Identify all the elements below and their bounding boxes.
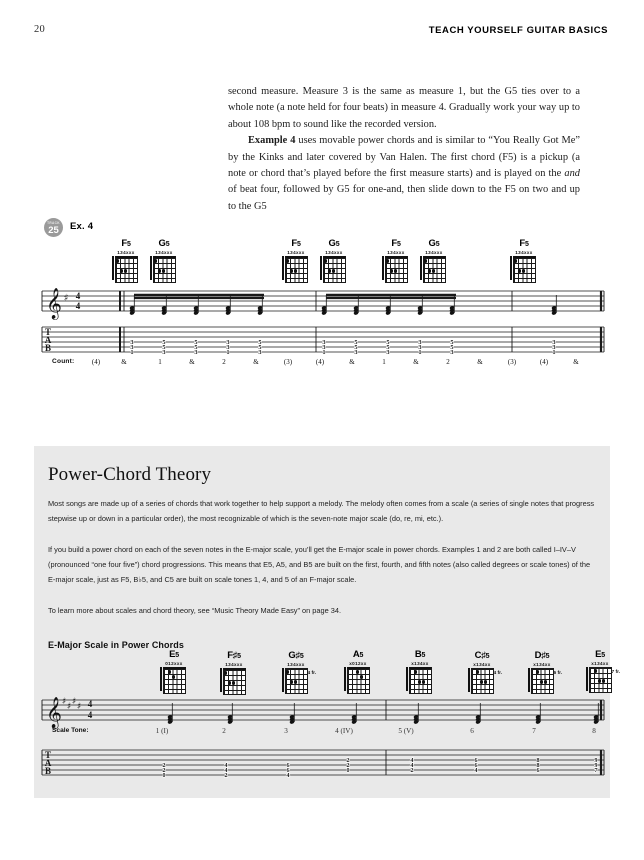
chord-fret-grid	[153, 256, 176, 283]
scale-tone-value: 3	[284, 727, 288, 735]
panel-title: Power-Chord Theory	[48, 464, 212, 485]
scale-tone-value: 5 (V)	[398, 727, 414, 735]
chord-finger-dot	[544, 680, 548, 684]
chord-fret-grid	[163, 667, 186, 694]
chord-finger-dot	[332, 269, 336, 273]
count-row	[34, 358, 610, 372]
scale-tone-value: 4 (IV)	[335, 727, 353, 735]
svg-text:3: 3	[226, 344, 230, 352]
svg-text:2: 2	[346, 757, 350, 765]
chord-fingering: 134xxx	[515, 250, 533, 255]
chord-diagram	[141, 239, 187, 288]
svg-text:1: 1	[322, 349, 326, 357]
chord-finger-dot	[286, 259, 290, 263]
paragraph-2-tail: of beat four, followed by G5 for one-and, then slide down to the F5 on two and up to the G5	[228, 184, 580, 212]
scale-chord-diagram-row	[34, 649, 621, 700]
svg-text:4: 4	[87, 710, 93, 720]
track-word: TRACK	[47, 221, 60, 225]
svg-text:4: 4	[87, 699, 93, 709]
chord-diagram	[211, 650, 257, 700]
example-4-block	[34, 215, 610, 380]
svg-text:4: 4	[224, 767, 228, 775]
chord-finger-dot	[514, 259, 518, 263]
count-beat: (3)	[283, 358, 293, 366]
chord-finger-dot	[294, 680, 298, 684]
chord-fingering: 134xxx	[155, 250, 173, 255]
count-beat: 1	[382, 358, 386, 366]
chord-name: F5	[391, 238, 401, 249]
chord-grid-wrap	[513, 256, 536, 288]
svg-text:♯: ♯	[71, 697, 77, 707]
svg-text:9: 9	[594, 757, 598, 765]
chord-fret-position: 4 fr.	[307, 671, 317, 676]
panel-paragraph-1: Most songs are made up of a series of chords that work together to help support a melody. The melody often comes from a scale (a series of single notes that progress stepwise up or down in a particular order), the most recognizable of which is the seven-note major scale (do, re, mi, etc.).	[48, 499, 595, 523]
chord-diagram	[151, 650, 197, 699]
chord-name: G5	[428, 238, 440, 249]
chord-diagram	[273, 650, 319, 699]
svg-text:4: 4	[474, 767, 478, 775]
chord-finger-dot	[428, 269, 432, 273]
chord-fingering: 134xxx	[387, 250, 405, 255]
chord-finger-dot	[476, 670, 480, 674]
chord-name: F♯5	[227, 650, 241, 661]
scale-tone-value: 7	[532, 727, 536, 735]
chord-fingering: 134xxx	[287, 662, 305, 667]
svg-text:1: 1	[226, 349, 230, 357]
svg-text:3: 3	[386, 349, 390, 357]
svg-text:A: A	[44, 758, 52, 768]
chord-fret-position: 4 fr.	[493, 671, 503, 676]
chord-fret-grid	[285, 668, 308, 694]
chord-fingering: 012xxx	[165, 661, 183, 666]
chord-finger-dot	[162, 269, 166, 273]
chord-fret-grid	[115, 256, 138, 283]
example-label: Ex. 4	[70, 221, 94, 232]
scale-section-title: E-Major Scale in Power Chords	[48, 640, 184, 650]
chord-fingering: 134xxx	[325, 250, 343, 255]
svg-text:8: 8	[536, 762, 540, 770]
chord-fingering: x134xx	[473, 662, 491, 667]
svg-text:5: 5	[386, 339, 390, 347]
svg-text:0: 0	[162, 772, 166, 780]
svg-text:5: 5	[162, 339, 166, 347]
chord-diagram	[519, 650, 565, 699]
chord-fret-grid	[385, 256, 408, 283]
chord-finger-dot	[480, 680, 484, 684]
count-beat: &	[253, 358, 259, 366]
chord-name: E5	[595, 649, 605, 660]
chord-fret-position: 7 fr.	[611, 670, 621, 675]
svg-text:6: 6	[474, 762, 478, 770]
scale-notation-block	[34, 636, 621, 796]
chord-finger-dot	[294, 269, 298, 273]
chord-diagram	[411, 239, 457, 288]
svg-text:3: 3	[322, 344, 326, 352]
count-beat: &	[189, 358, 195, 366]
scale-tone-value: 2	[222, 727, 226, 735]
svg-text:4: 4	[75, 291, 81, 301]
chord-fret-grid	[223, 668, 246, 695]
svg-text:1: 1	[552, 349, 556, 357]
svg-text:5: 5	[162, 344, 166, 352]
paragraph-2-italic: and	[564, 168, 580, 180]
svg-text:2: 2	[224, 772, 228, 780]
count-beat: (4)	[315, 358, 325, 366]
svg-text:3: 3	[162, 349, 166, 357]
svg-text:♯: ♯	[61, 697, 67, 707]
chord-fret-grid	[589, 667, 612, 693]
chord-fingering: 134xxx	[425, 250, 443, 255]
chord-finger-dot	[228, 681, 232, 685]
book-title: TEACH YOURSELF GUITAR BASICS	[428, 25, 608, 36]
chord-finger-dot	[522, 269, 526, 273]
chord-fret-grid	[471, 668, 494, 694]
count-beat: 2	[446, 358, 450, 366]
chord-name: F5	[291, 238, 301, 249]
svg-text:3: 3	[552, 344, 556, 352]
chord-finger-dot	[290, 680, 294, 684]
track-number: 25	[48, 225, 59, 236]
svg-text:1: 1	[418, 349, 422, 357]
svg-text:2: 2	[410, 767, 414, 775]
svg-text:♯: ♯	[63, 293, 69, 304]
svg-text:B: B	[44, 766, 52, 776]
scale-tablature-staff	[34, 744, 610, 788]
svg-text:5: 5	[258, 344, 262, 352]
svg-text:6: 6	[286, 767, 290, 775]
svg-text:8: 8	[536, 757, 540, 765]
chord-finger-dot	[418, 680, 422, 684]
example-notation-staff	[34, 287, 610, 359]
scale-tone-row	[34, 727, 610, 739]
chord-name: E5	[169, 649, 179, 660]
chord-finger-dot	[224, 671, 228, 675]
svg-text:5: 5	[450, 339, 454, 347]
svg-text:0: 0	[346, 767, 350, 775]
chord-finger-dot	[116, 259, 120, 263]
chord-fret-grid	[409, 667, 432, 694]
count-beat: 2	[222, 358, 226, 366]
svg-text:6: 6	[286, 762, 290, 770]
svg-text:6: 6	[536, 767, 540, 775]
svg-text:2: 2	[162, 762, 166, 770]
chord-grid-wrap	[385, 256, 408, 288]
count-beat: &	[413, 358, 419, 366]
count-beat: &	[573, 358, 579, 366]
chord-fingering: x012xx	[349, 661, 367, 666]
chord-finger-dot	[168, 670, 172, 674]
example-chord-diagram-row	[34, 239, 610, 289]
svg-text:5: 5	[258, 339, 262, 347]
count-beat: &	[121, 358, 127, 366]
count-beat: &	[349, 358, 355, 366]
chord-fret-grid	[513, 256, 536, 283]
chord-fret-position: 6 fr.	[553, 671, 563, 676]
chord-name: D♯5	[534, 650, 550, 661]
svg-text:5: 5	[450, 344, 454, 352]
chord-diagram	[397, 650, 443, 699]
svg-text:♯: ♯	[66, 702, 72, 712]
chord-finger-dot	[518, 269, 522, 273]
chord-finger-dot	[484, 680, 488, 684]
svg-text:9: 9	[594, 762, 598, 770]
svg-text:3: 3	[418, 344, 422, 352]
chord-finger-dot	[154, 259, 158, 263]
svg-text:2: 2	[162, 767, 166, 775]
running-head	[0, 24, 644, 40]
svg-text:7: 7	[594, 767, 598, 775]
paragraph-2-rest: uses movable power chords and is similar to “You Really Got Me” by the Kinks and later covered by Van Halen. The first chord (F5) is a pickup (a note or chord that’s played before the first measure starts) and is played on the	[228, 135, 580, 180]
chord-grid-wrap	[323, 256, 346, 288]
chord-grid-wrap	[153, 256, 176, 288]
paragraph-2	[228, 133, 580, 215]
svg-text:6: 6	[474, 757, 478, 765]
chord-finger-dot	[356, 670, 360, 674]
svg-text:3: 3	[322, 339, 326, 347]
chord-finger-dot	[536, 670, 540, 674]
svg-text:𝄞: 𝄞	[46, 697, 62, 728]
svg-text:3: 3	[258, 349, 262, 357]
svg-text:3: 3	[194, 349, 198, 357]
count-beat: (4)	[539, 358, 549, 366]
chord-finger-dot	[598, 679, 602, 683]
chord-fret-grid	[531, 668, 554, 694]
svg-text:T: T	[44, 750, 52, 760]
chord-grid-wrap	[115, 256, 138, 288]
svg-text:B: B	[44, 343, 52, 353]
chord-fret-grid	[423, 256, 446, 283]
chord-fingering: 134xxx	[287, 250, 305, 255]
svg-text:2: 2	[346, 762, 350, 770]
chord-finger-dot	[422, 680, 426, 684]
panel-paragraph-2: If you build a power chord on each of the seven notes in the E-major scale, you’ll get the E-major scale in power chords. Examples 1 and 2 are both called I–IV–V (pronounced “one four five”) chord progressions. This means that E5, A5, and B5 are built on the first, fourth, and fifth notes (also called degrees or scale tones) of the E-major scale, just as F5, B♭5, and C5 are built on scale tones 1, 4, and 5 of an F-major scale.	[48, 545, 591, 584]
chord-finger-dot	[602, 679, 606, 683]
chord-name: G♯5	[288, 650, 304, 661]
svg-text:5: 5	[194, 344, 198, 352]
track-badge-icon	[44, 218, 63, 237]
chord-name: F5	[121, 238, 131, 249]
chord-finger-dot	[172, 675, 176, 679]
svg-text:3: 3	[130, 344, 134, 352]
count-beat: &	[477, 358, 483, 366]
svg-text:3: 3	[130, 339, 134, 347]
svg-text:4: 4	[286, 772, 290, 780]
chord-finger-dot	[414, 670, 418, 674]
svg-text:3: 3	[226, 339, 230, 347]
svg-text:3: 3	[418, 339, 422, 347]
chord-diagram	[577, 650, 623, 698]
chord-name: B5	[414, 649, 426, 660]
example-lead-in: Example 4	[248, 135, 296, 147]
chord-fret-grid	[323, 256, 346, 283]
chord-finger-dot	[324, 259, 328, 263]
count-beat: (3)	[507, 358, 517, 366]
chord-fret-grid	[347, 667, 370, 694]
svg-text:3: 3	[450, 349, 454, 357]
scale-tone-value: 8	[592, 727, 596, 735]
chord-finger-dot	[328, 269, 332, 273]
svg-text:4: 4	[224, 762, 228, 770]
chord-fingering: 134xxx	[117, 250, 135, 255]
chord-finger-dot	[390, 269, 394, 273]
scale-notation-staff	[34, 694, 610, 730]
chord-finger-dot	[424, 259, 428, 263]
chord-finger-dot	[386, 259, 390, 263]
svg-text:5: 5	[194, 339, 198, 347]
svg-text:♯: ♯	[76, 702, 82, 712]
svg-text:5: 5	[386, 344, 390, 352]
chord-name: G5	[328, 238, 340, 249]
chord-finger-dot	[124, 269, 128, 273]
chord-name: A5	[352, 649, 364, 660]
chord-grid-wrap	[423, 256, 446, 288]
chord-finger-dot	[360, 675, 364, 679]
scale-tone-label: Scale Tone:	[52, 727, 89, 734]
chord-diagram	[335, 650, 381, 699]
chord-finger-dot	[432, 269, 436, 273]
svg-text:1: 1	[130, 349, 134, 357]
chord-diagram	[311, 239, 357, 288]
body-copy	[228, 84, 580, 215]
chord-finger-dot	[232, 681, 236, 685]
chord-finger-dot	[286, 670, 290, 674]
page-number: 20	[34, 24, 45, 35]
svg-text:𝄞: 𝄞	[46, 288, 62, 319]
count-label: Count:	[52, 358, 75, 365]
chord-name: C♯5	[474, 650, 490, 661]
chord-finger-dot	[394, 269, 398, 273]
svg-text:T: T	[44, 327, 52, 337]
chord-diagram	[459, 650, 505, 699]
chord-fingering: 134xxx	[225, 662, 243, 667]
svg-text:3: 3	[552, 339, 556, 347]
chord-finger-dot	[594, 669, 598, 673]
svg-text:4: 4	[410, 757, 414, 765]
count-beat: 1	[158, 358, 162, 366]
chord-grid-wrap	[285, 256, 308, 288]
chord-fingering: x134xx	[533, 662, 551, 667]
chord-finger-dot	[290, 269, 294, 273]
chord-finger-dot	[158, 269, 162, 273]
svg-text:3: 3	[354, 349, 358, 357]
count-beat: (4)	[91, 358, 101, 366]
svg-text:5: 5	[354, 344, 358, 352]
paragraph-1: second measure. Measure 3 is the same as measure 1, but the G5 ties over to a whole note (a note held for four beats) in measure 4. Gradually work your way up to about 108 bpm to sound like the recorded version.	[228, 86, 580, 130]
chord-finger-dot	[540, 680, 544, 684]
chord-name: G5	[158, 238, 170, 249]
power-chord-theory-panel	[34, 446, 621, 798]
svg-text:5: 5	[354, 339, 358, 347]
panel-paragraph-3: To learn more about scales and chord theory, see “Music Theory Made Easy” on page 34.	[48, 606, 342, 615]
scale-tone-value: 6	[470, 727, 474, 735]
chord-diagram	[501, 239, 547, 288]
chord-fingering: x134xx	[591, 661, 609, 666]
chord-finger-dot	[120, 269, 124, 273]
chord-fret-grid	[285, 256, 308, 283]
scale-tone-value: 1 (I)	[155, 727, 169, 735]
chord-fingering: x134xx	[411, 661, 429, 666]
chord-name: F5	[519, 238, 529, 249]
svg-text:4: 4	[410, 762, 414, 770]
svg-text:4: 4	[75, 301, 81, 311]
svg-text:A: A	[44, 335, 52, 345]
